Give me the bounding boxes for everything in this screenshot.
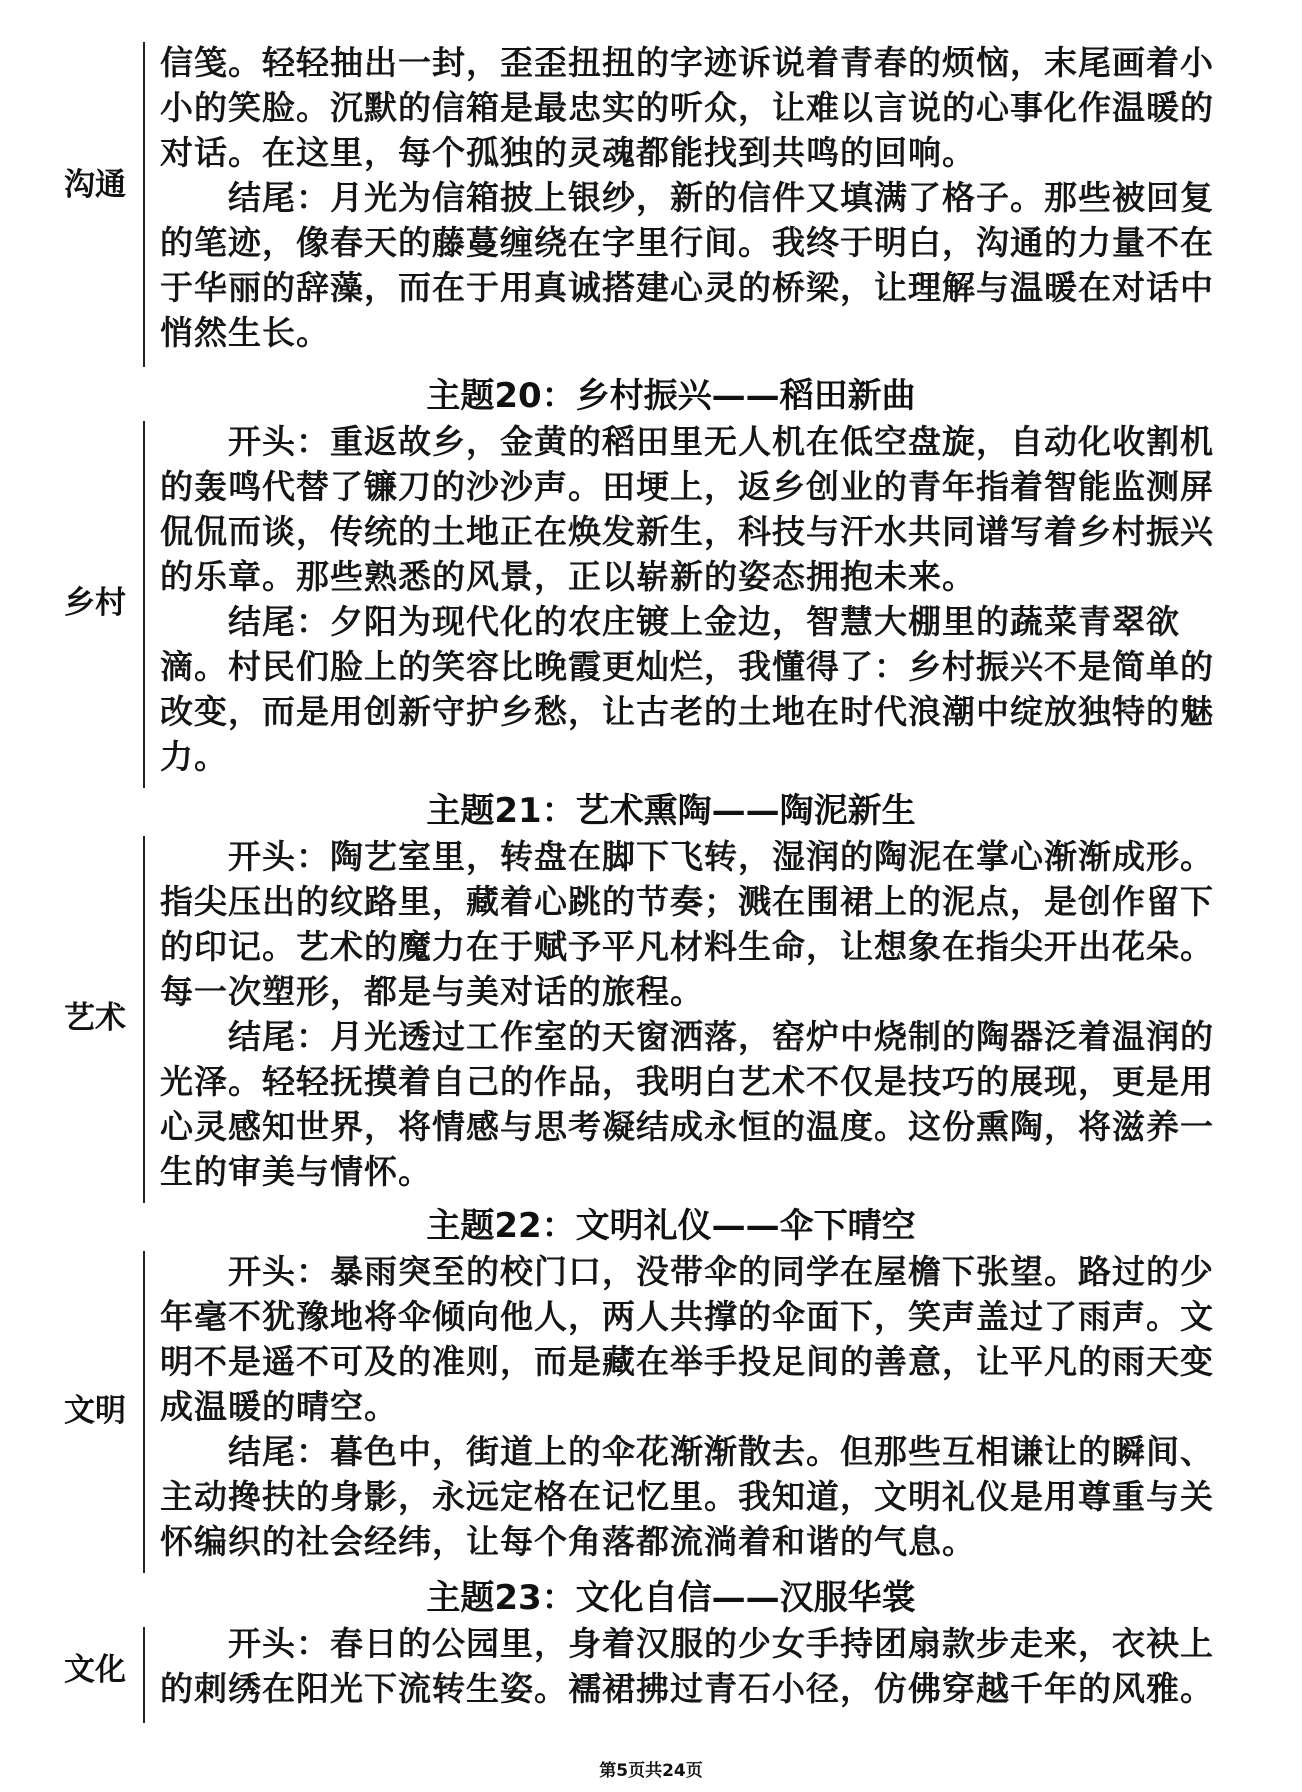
text-line: 开头：春日的公园里，身着汉服的少女手持团扇款步走来，衣袂上 xyxy=(228,1624,1214,1663)
text-line: 信笺。轻轻抽出一封，歪歪扭扭的字迹诉说着青春的烦恼，末尾画着小 xyxy=(160,43,1214,82)
text-line: 对话。在这里，每个孤独的灵魂都能找到共鸣的回响。 xyxy=(160,133,976,172)
text-line: 明不是遥不可及的准则，而是藏在举手投足间的善意，让平凡的雨天变 xyxy=(160,1342,1214,1381)
text-line: 开头：暴雨突至的校门口，没带伞的同学在屋檐下张望。路过的少 xyxy=(228,1252,1214,1291)
section-heading: 主题21：艺术熏陶——陶泥新生 xyxy=(426,791,916,831)
text-line: 侃侃而谈，传统的土地正在焕发新生，科技与汗水共同谱写着乡村振兴 xyxy=(160,512,1214,551)
section-body xyxy=(160,1621,1240,1711)
section-heading: 主题20：乡村振兴——稻田新曲 xyxy=(426,376,916,416)
section-label: 文化 xyxy=(64,1652,126,1688)
text-line: 结尾：暮色中，街道上的伞花渐渐散去。但那些互相谦让的瞬间、 xyxy=(228,1432,1214,1471)
section-heading: 主题23：文化自信——汉服华裳 xyxy=(426,1578,916,1618)
text-line: 滴。村民们脸上的笑容比晚霞更灿烂，我懂得了：乡村振兴不是简单的 xyxy=(160,647,1214,686)
section-divider xyxy=(143,836,145,1203)
text-line: 主动搀扶的身影，永远定格在记忆里。我知道，文明礼仪是用尊重与关 xyxy=(160,1477,1214,1516)
text-line: 的轰鸣代替了镰刀的沙沙声。田埂上，返乡创业的青年指着智能监测屏 xyxy=(160,467,1214,506)
text-line: 指尖压出的纹路里，藏着心跳的节奏；溅在围裙上的泥点，是创作留下 xyxy=(160,882,1214,921)
page-number: 第5页共24页 xyxy=(599,1761,703,1781)
text-line: 光泽。轻轻抚摸着自己的作品，我明白艺术不仅是技巧的展现，更是用 xyxy=(160,1062,1214,1101)
text-line: 结尾：月光为信箱披上银纱，新的信件又填满了格子。那些被回复 xyxy=(228,178,1214,217)
section-label: 沟通 xyxy=(64,167,126,203)
text-line: 的乐章。那些熟悉的风景，正以崭新的姿态拥抱未来。 xyxy=(160,557,976,596)
section-body xyxy=(160,419,1240,779)
text-line: 年毫不犹豫地将伞倾向他人，两人共撑的伞面下，笑声盖过了雨声。文 xyxy=(160,1297,1214,1336)
text-line: 成温暖的晴空。 xyxy=(160,1387,398,1426)
text-line: 的笔迹，像春天的藤蔓缠绕在字里行间。我终于明白，沟通的力量不在 xyxy=(160,223,1214,262)
text-line: 小的笑脸。沉默的信箱是最忠实的听众，让难以言说的心事化作温暖的 xyxy=(160,88,1214,127)
text-line: 结尾：夕阳为现代化的农庄镀上金边，智慧大棚里的蔬菜青翠欲 xyxy=(228,602,1180,641)
text-line: 的印记。艺术的魔力在于赋予平凡材料生命，让想象在指尖开出花朵。 xyxy=(160,927,1214,966)
text-line: 开头：陶艺室里，转盘在脚下飞转，湿润的陶泥在掌心渐渐成形。 xyxy=(228,837,1214,876)
section-body xyxy=(160,40,1240,355)
text-line: 开头：重返故乡，金黄的稻田里无人机在低空盘旋，自动化收割机 xyxy=(228,422,1214,461)
section-divider xyxy=(143,42,145,367)
section-body xyxy=(160,1249,1240,1564)
section-divider xyxy=(143,421,145,788)
text-line: 的刺绣在阳光下流转生姿。襦裙拂过青石小径，仿佛穿越千年的风雅。 xyxy=(160,1669,1214,1708)
section-label: 乡村 xyxy=(64,585,126,621)
text-line: 心灵感知世界，将情感与思考凝结成永恒的温度。这份熏陶，将滋养一 xyxy=(160,1107,1214,1146)
section-heading: 主题22：文明礼仪——伞下晴空 xyxy=(426,1206,916,1246)
text-line: 悄然生长。 xyxy=(160,313,330,352)
section-body xyxy=(160,834,1240,1194)
section-label: 艺术 xyxy=(64,1000,126,1036)
text-line: 于华丽的辞藻，而在于用真诚搭建心灵的桥梁，让理解与温暖在对话中 xyxy=(160,268,1214,307)
text-line: 力。 xyxy=(160,737,228,776)
section-divider xyxy=(143,1251,145,1573)
section-label: 文明 xyxy=(64,1393,126,1429)
text-line: 改变，而是用创新守护乡愁，让古老的土地在时代浪潮中绽放独特的魅 xyxy=(160,692,1214,731)
text-line: 生的审美与情怀。 xyxy=(160,1152,432,1191)
text-line: 结尾：月光透过工作室的天窗洒落，窑炉中烧制的陶器泛着温润的 xyxy=(228,1017,1214,1056)
section-divider xyxy=(143,1627,145,1723)
text-line: 每一次塑形，都是与美对话的旅程。 xyxy=(160,972,704,1011)
text-line: 怀编织的社会经纬，让每个角落都流淌着和谐的气息。 xyxy=(160,1522,976,1561)
